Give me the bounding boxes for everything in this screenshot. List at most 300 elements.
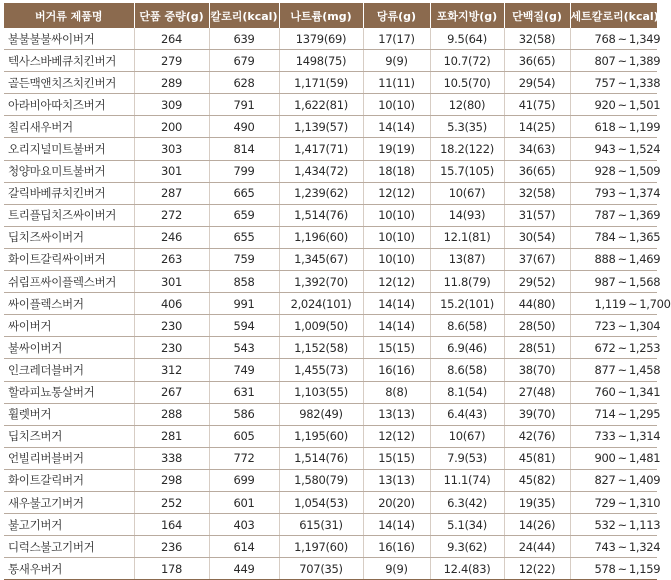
- sugar-cell: 14(14): [363, 293, 430, 315]
- calories-cell: 490: [209, 116, 279, 138]
- calories-cell: 594: [209, 315, 279, 337]
- product-name-cell: 인크레더블버거: [4, 359, 134, 381]
- set-calories-cell: [570, 160, 661, 182]
- calories-cell: 543: [209, 337, 279, 359]
- weight-cell: 288: [134, 403, 209, 425]
- range-tilde: ~: [617, 252, 627, 267]
- set-calories-cell: [570, 50, 661, 72]
- sodium-cell: 1,103(55): [279, 381, 363, 403]
- table-row: [4, 182, 657, 204]
- set-calories-range: [571, 495, 661, 510]
- set-calories-max: 1,374: [628, 186, 661, 201]
- saturated-fat-cell: 7.9(53): [430, 447, 504, 469]
- saturated-fat-cell: 10.7(72): [430, 50, 504, 72]
- saturated-fat-cell: 10(67): [430, 182, 504, 204]
- protein-cell: 27(48): [504, 381, 570, 403]
- set-calories-range: [571, 451, 661, 466]
- product-name-cell: 통새우버거: [4, 558, 134, 580]
- sugar-cell: 19(19): [363, 138, 430, 160]
- set-calories-min: 928: [594, 164, 616, 179]
- set-calories-max: 1,524: [628, 142, 661, 157]
- table-row: [4, 447, 657, 469]
- range-tilde: ~: [617, 53, 627, 68]
- weight-cell: 406: [134, 293, 209, 315]
- set-calories-max: 1,700: [639, 296, 671, 311]
- set-calories-cell: [570, 315, 661, 337]
- set-calories-max: 1,253: [628, 340, 661, 355]
- set-calories-range: [571, 230, 661, 245]
- sodium-cell: 1,345(67): [279, 248, 363, 270]
- range-tilde: ~: [617, 97, 627, 112]
- range-tilde: ~: [617, 429, 627, 444]
- product-name-cell: 휠렛버거: [4, 403, 134, 425]
- protein-cell: 45(81): [504, 447, 570, 469]
- calories-cell: 659: [209, 204, 279, 226]
- sugar-cell: 10(10): [363, 204, 430, 226]
- set-calories-min: 733: [594, 429, 616, 444]
- set-calories-min: 807: [594, 53, 616, 68]
- saturated-fat-cell: 12(80): [430, 94, 504, 116]
- saturated-fat-cell: 6.3(42): [430, 491, 504, 513]
- table-row: [4, 558, 657, 580]
- set-calories-max: 1,389: [628, 53, 661, 68]
- calories-cell: 655: [209, 226, 279, 248]
- set-calories-cell: [570, 514, 661, 536]
- saturated-fat-cell: 15.2(101): [430, 293, 504, 315]
- calories-cell: 665: [209, 182, 279, 204]
- range-tilde: ~: [617, 473, 627, 488]
- protein-cell: 42(76): [504, 425, 570, 447]
- table-row: [4, 514, 657, 536]
- sugar-cell: 9(9): [363, 558, 430, 580]
- sodium-cell: 2,024(101): [279, 293, 363, 315]
- weight-cell: 289: [134, 72, 209, 94]
- set-calories-min: 900: [594, 451, 616, 466]
- set-calories-range: [571, 274, 661, 289]
- saturated-fat-cell: 10.5(70): [430, 72, 504, 94]
- sodium-cell: 1,196(60): [279, 226, 363, 248]
- range-tilde: ~: [617, 31, 627, 46]
- weight-cell: 263: [134, 248, 209, 270]
- sodium-cell: 707(35): [279, 558, 363, 580]
- set-calories-range: [571, 429, 661, 444]
- saturated-fat-cell: 8.6(58): [430, 359, 504, 381]
- weight-cell: 279: [134, 50, 209, 72]
- nutrition-table: [4, 3, 671, 580]
- range-tilde: ~: [617, 208, 627, 223]
- table-row: [4, 226, 657, 248]
- calories-cell: 814: [209, 138, 279, 160]
- header-protein: 단백질(g): [504, 3, 570, 28]
- set-calories-max: 1,338: [628, 75, 661, 90]
- range-tilde: ~: [627, 296, 638, 311]
- range-tilde: ~: [617, 318, 627, 333]
- product-name-cell: 갈릭바베큐치킨버거: [4, 182, 134, 204]
- set-calories-range: [571, 318, 661, 333]
- sodium-cell: 1,392(70): [279, 271, 363, 293]
- saturated-fat-cell: 6.4(43): [430, 403, 504, 425]
- sugar-cell: 14(14): [363, 116, 430, 138]
- sodium-cell: 615(31): [279, 514, 363, 536]
- range-tilde: ~: [617, 274, 627, 289]
- range-tilde: ~: [617, 495, 627, 510]
- set-calories-max: 1,469: [628, 252, 661, 267]
- sugar-cell: 10(10): [363, 226, 430, 248]
- weight-cell: 301: [134, 271, 209, 293]
- range-tilde: ~: [617, 230, 627, 245]
- set-calories-max: 1,295: [628, 407, 661, 422]
- product-name-cell: 디럭스불고기버거: [4, 536, 134, 558]
- protein-cell: 41(75): [504, 94, 570, 116]
- sodium-cell: 1,195(60): [279, 425, 363, 447]
- set-calories-min: 888: [594, 252, 616, 267]
- sodium-cell: 1,514(76): [279, 204, 363, 226]
- sugar-cell: 20(20): [363, 491, 430, 513]
- product-name-cell: 할라피뇨통살버거: [4, 381, 134, 403]
- calories-cell: 586: [209, 403, 279, 425]
- set-calories-cell: [570, 28, 661, 50]
- calories-cell: 749: [209, 359, 279, 381]
- set-calories-max: 1,314: [628, 429, 661, 444]
- set-calories-cell: [570, 425, 661, 447]
- table-row: [4, 403, 657, 425]
- set-calories-min: 827: [594, 473, 616, 488]
- set-calories-min: 787: [594, 208, 616, 223]
- product-name-cell: 싸이플렉스버거: [4, 293, 134, 315]
- set-calories-cell: [570, 469, 661, 491]
- set-calories-max: 1,409: [628, 473, 661, 488]
- set-calories-range: [571, 142, 661, 157]
- saturated-fat-cell: 5.3(35): [430, 116, 504, 138]
- product-name-cell: 쉬림프싸이플렉스버거: [4, 271, 134, 293]
- weight-cell: 312: [134, 359, 209, 381]
- set-calories-max: 1,113: [628, 517, 661, 532]
- header-calories: 칼로리(kcal): [209, 3, 279, 28]
- product-name-cell: 싸이버거: [4, 315, 134, 337]
- set-calories-range: [571, 208, 661, 223]
- table-header-row: [4, 3, 657, 28]
- protein-cell: 14(26): [504, 514, 570, 536]
- range-tilde: ~: [617, 164, 627, 179]
- range-tilde: ~: [617, 340, 627, 355]
- set-calories-range: [571, 252, 661, 267]
- protein-cell: 12(22): [504, 558, 570, 580]
- product-name-cell: 화이트갈릭버거: [4, 469, 134, 491]
- set-calories-cell: [570, 293, 671, 315]
- product-name-cell: 청양마요미트불버거: [4, 160, 134, 182]
- sugar-cell: 12(12): [363, 425, 430, 447]
- saturated-fat-cell: 6.9(46): [430, 337, 504, 359]
- protein-cell: 24(44): [504, 536, 570, 558]
- weight-cell: 303: [134, 138, 209, 160]
- set-calories-range: [571, 385, 661, 400]
- table-row: [4, 271, 657, 293]
- set-calories-range: [571, 539, 661, 554]
- weight-cell: 236: [134, 536, 209, 558]
- product-name-cell: 불싸이버거: [4, 337, 134, 359]
- set-calories-max: 1,365: [628, 230, 661, 245]
- saturated-fat-cell: 12.4(83): [430, 558, 504, 580]
- table-row: [4, 381, 657, 403]
- sodium-cell: 1,434(72): [279, 160, 363, 182]
- sodium-cell: 1,455(73): [279, 359, 363, 381]
- table-row: [4, 28, 657, 50]
- header-sodium: 나트륨(mg): [279, 3, 363, 28]
- set-calories-max: 1,199: [628, 119, 661, 134]
- set-calories-range: [571, 186, 661, 201]
- protein-cell: 45(82): [504, 469, 570, 491]
- weight-cell: 309: [134, 94, 209, 116]
- weight-cell: 178: [134, 558, 209, 580]
- weight-cell: 281: [134, 425, 209, 447]
- protein-cell: 38(70): [504, 359, 570, 381]
- calories-cell: 605: [209, 425, 279, 447]
- saturated-fat-cell: 10(67): [430, 425, 504, 447]
- table-row: [4, 536, 657, 558]
- protein-cell: 28(51): [504, 337, 570, 359]
- saturated-fat-cell: 18.2(122): [430, 138, 504, 160]
- sodium-cell: 1,580(79): [279, 469, 363, 491]
- table-row: [4, 359, 657, 381]
- table-row: [4, 94, 657, 116]
- set-calories-min: 1,119: [594, 296, 626, 311]
- set-calories-cell: [570, 536, 661, 558]
- weight-cell: 200: [134, 116, 209, 138]
- set-calories-max: 1,159: [628, 561, 661, 576]
- set-calories-cell: [570, 491, 661, 513]
- set-calories-min: 768: [594, 31, 616, 46]
- set-calories-min: 793: [594, 186, 616, 201]
- range-tilde: ~: [617, 451, 627, 466]
- product-name-cell: 아라비아따치즈버거: [4, 94, 134, 116]
- saturated-fat-cell: 11.1(74): [430, 469, 504, 491]
- weight-cell: 298: [134, 469, 209, 491]
- protein-cell: 19(35): [504, 491, 570, 513]
- protein-cell: 36(65): [504, 160, 570, 182]
- protein-cell: 32(58): [504, 182, 570, 204]
- sugar-cell: 13(13): [363, 403, 430, 425]
- set-calories-range: [571, 296, 671, 311]
- product-name-cell: 딥치즈싸이버거: [4, 226, 134, 248]
- table-row: [4, 469, 657, 491]
- sugar-cell: 12(12): [363, 182, 430, 204]
- range-tilde: ~: [617, 186, 627, 201]
- sugar-cell: 10(10): [363, 248, 430, 270]
- set-calories-cell: [570, 72, 661, 94]
- set-calories-max: 1,509: [628, 164, 661, 179]
- weight-cell: 267: [134, 381, 209, 403]
- calories-cell: 449: [209, 558, 279, 580]
- sodium-cell: 1,009(50): [279, 315, 363, 337]
- table-row: [4, 116, 657, 138]
- set-calories-min: 723: [594, 318, 616, 333]
- sodium-cell: 982(49): [279, 403, 363, 425]
- set-calories-cell: [570, 94, 661, 116]
- product-name-cell: 오리지널미트불버거: [4, 138, 134, 160]
- sugar-cell: 11(11): [363, 72, 430, 94]
- set-calories-range: [571, 473, 661, 488]
- protein-cell: 29(52): [504, 271, 570, 293]
- protein-cell: 14(25): [504, 116, 570, 138]
- sodium-cell: 1498(75): [279, 50, 363, 72]
- sugar-cell: 9(9): [363, 50, 430, 72]
- sugar-cell: 8(8): [363, 381, 430, 403]
- set-calories-range: [571, 340, 661, 355]
- set-calories-max: 1,458: [628, 362, 661, 377]
- set-calories-range: [571, 75, 661, 90]
- set-calories-range: [571, 407, 661, 422]
- set-calories-cell: [570, 359, 661, 381]
- set-calories-min: 618: [594, 119, 616, 134]
- calories-cell: 403: [209, 514, 279, 536]
- set-calories-range: [571, 164, 661, 179]
- protein-cell: 44(80): [504, 293, 570, 315]
- range-tilde: ~: [617, 385, 627, 400]
- calories-cell: 699: [209, 469, 279, 491]
- sugar-cell: 16(16): [363, 359, 430, 381]
- product-name-cell: 불고기버거: [4, 514, 134, 536]
- set-calories-max: 1,568: [628, 274, 661, 289]
- set-calories-max: 1,324: [628, 539, 661, 554]
- set-calories-cell: [570, 447, 661, 469]
- weight-cell: 230: [134, 337, 209, 359]
- set-calories-cell: [570, 226, 661, 248]
- set-calories-min: 987: [594, 274, 616, 289]
- sugar-cell: 15(15): [363, 447, 430, 469]
- weight-cell: 252: [134, 491, 209, 513]
- product-name-cell: 트리플딥치즈싸이버거: [4, 204, 134, 226]
- protein-cell: 30(54): [504, 226, 570, 248]
- set-calories-cell: [570, 403, 661, 425]
- set-calories-cell: [570, 138, 661, 160]
- table-row: [4, 138, 657, 160]
- calories-cell: 614: [209, 536, 279, 558]
- set-calories-cell: [570, 381, 661, 403]
- saturated-fat-cell: 12.1(81): [430, 226, 504, 248]
- table-row: [4, 160, 657, 182]
- range-tilde: ~: [617, 75, 627, 90]
- set-calories-range: [571, 53, 661, 68]
- product-name-cell: 불불불불싸이버거: [4, 28, 134, 50]
- set-calories-min: 578: [594, 561, 616, 576]
- weight-cell: 230: [134, 315, 209, 337]
- set-calories-min: 672: [594, 340, 616, 355]
- set-calories-cell: [570, 204, 661, 226]
- weight-cell: 338: [134, 447, 209, 469]
- saturated-fat-cell: 11.8(79): [430, 271, 504, 293]
- protein-cell: 29(54): [504, 72, 570, 94]
- table-row: [4, 248, 657, 270]
- set-calories-max: 1,481: [628, 451, 661, 466]
- set-calories-max: 1,349: [628, 31, 661, 46]
- protein-cell: 34(63): [504, 138, 570, 160]
- header-weight: 단품 중량(g): [134, 3, 209, 28]
- weight-cell: 301: [134, 160, 209, 182]
- sodium-cell: 1,171(59): [279, 72, 363, 94]
- set-calories-min: 532: [594, 517, 616, 532]
- range-tilde: ~: [617, 119, 627, 134]
- calories-cell: 628: [209, 72, 279, 94]
- set-calories-max: 1,310: [628, 495, 661, 510]
- protein-cell: 36(65): [504, 50, 570, 72]
- saturated-fat-cell: 9.3(62): [430, 536, 504, 558]
- calories-cell: 772: [209, 447, 279, 469]
- calories-cell: 631: [209, 381, 279, 403]
- product-name-cell: 딥치즈버거: [4, 425, 134, 447]
- calories-cell: 679: [209, 50, 279, 72]
- set-calories-min: 743: [594, 539, 616, 554]
- range-tilde: ~: [617, 539, 627, 554]
- set-calories-cell: [570, 182, 661, 204]
- sugar-cell: 17(17): [363, 28, 430, 50]
- product-name-cell: 화이트갈릭싸이버거: [4, 248, 134, 270]
- sugar-cell: 16(16): [363, 536, 430, 558]
- saturated-fat-cell: 8.6(58): [430, 315, 504, 337]
- set-calories-range: [571, 561, 661, 576]
- sodium-cell: 1,622(81): [279, 94, 363, 116]
- calories-cell: 791: [209, 94, 279, 116]
- product-name-cell: 칠리새우버거: [4, 116, 134, 138]
- product-name-cell: 텍사스바베큐치킨버거: [4, 50, 134, 72]
- saturated-fat-cell: 13(87): [430, 248, 504, 270]
- set-calories-cell: [570, 558, 661, 580]
- table-row: [4, 337, 657, 359]
- saturated-fat-cell: 5.1(34): [430, 514, 504, 536]
- table-row: [4, 425, 657, 447]
- sugar-cell: 15(15): [363, 337, 430, 359]
- set-calories-cell: [570, 116, 661, 138]
- weight-cell: 164: [134, 514, 209, 536]
- sugar-cell: 14(14): [363, 315, 430, 337]
- range-tilde: ~: [617, 561, 627, 576]
- calories-cell: 639: [209, 28, 279, 50]
- set-calories-range: [571, 97, 661, 112]
- protein-cell: 31(57): [504, 204, 570, 226]
- sodium-cell: 1379(69): [279, 28, 363, 50]
- header-sugar: 당류(g): [363, 3, 430, 28]
- sodium-cell: 1,514(76): [279, 447, 363, 469]
- table-body: [4, 28, 671, 580]
- set-calories-max: 1,501: [628, 97, 661, 112]
- sugar-cell: 14(14): [363, 514, 430, 536]
- header-saturated-fat: 포화지방(g): [430, 3, 504, 28]
- nutrition-table-container: [4, 3, 671, 580]
- sodium-cell: 1,417(71): [279, 138, 363, 160]
- calories-cell: 601: [209, 491, 279, 513]
- weight-cell: 272: [134, 204, 209, 226]
- weight-cell: 287: [134, 182, 209, 204]
- set-calories-max: 1,369: [628, 208, 661, 223]
- set-calories-range: [571, 119, 661, 134]
- protein-cell: 37(67): [504, 248, 570, 270]
- sodium-cell: 1,139(57): [279, 116, 363, 138]
- set-calories-min: 757: [594, 75, 616, 90]
- table-row: [4, 50, 657, 72]
- sodium-cell: 1,197(60): [279, 536, 363, 558]
- protein-cell: 39(70): [504, 403, 570, 425]
- set-calories-min: 729: [594, 495, 616, 510]
- set-calories-min: 784: [594, 230, 616, 245]
- set-calories-min: 877: [594, 362, 616, 377]
- saturated-fat-cell: 15.7(105): [430, 160, 504, 182]
- table-row: [4, 72, 657, 94]
- calories-cell: 991: [209, 293, 279, 315]
- saturated-fat-cell: 14(93): [430, 204, 504, 226]
- calories-cell: 858: [209, 271, 279, 293]
- table-row: [4, 293, 657, 315]
- saturated-fat-cell: 9.5(64): [430, 28, 504, 50]
- set-calories-range: [571, 517, 661, 532]
